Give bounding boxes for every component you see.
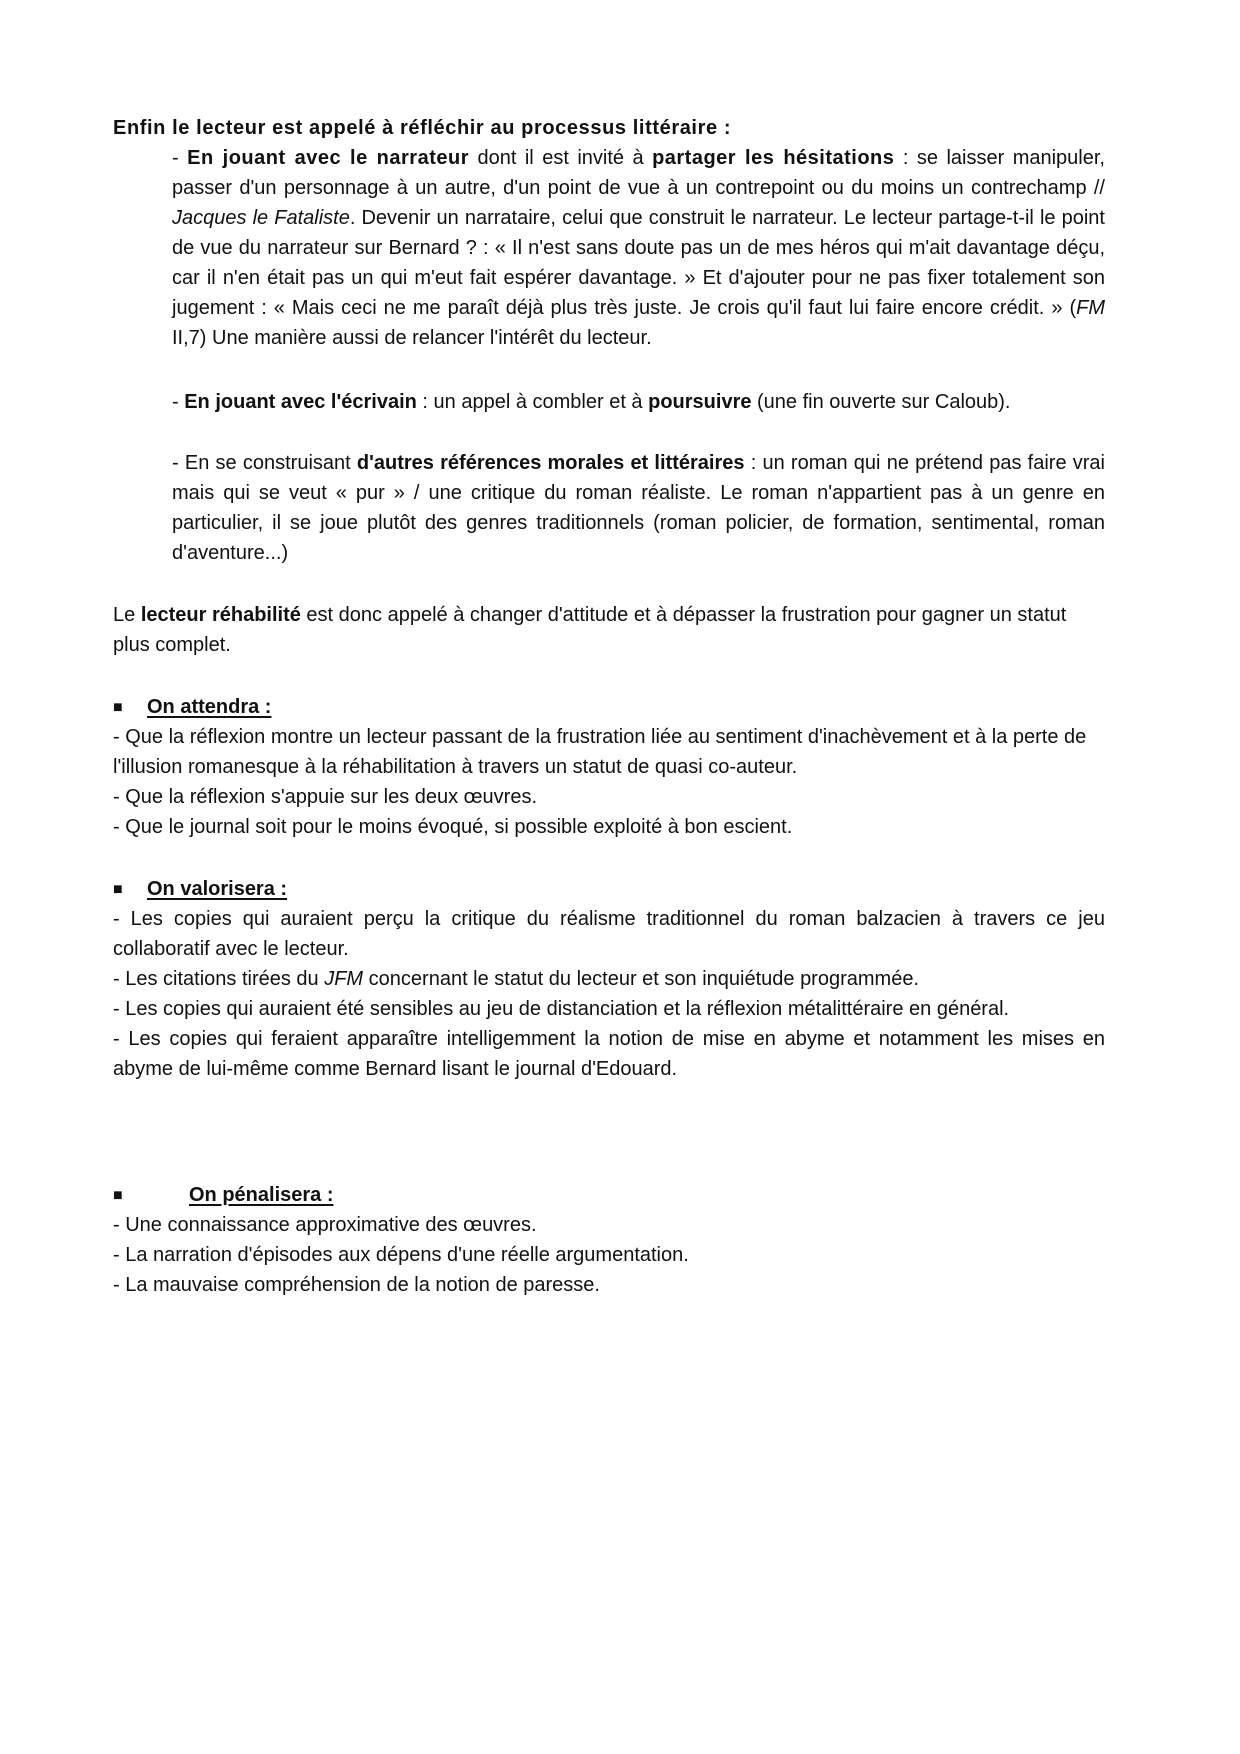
list-item: - La narration d'épisodes aux dépens d'une réelle argumentation. [113, 1244, 689, 1266]
paragraph-jouant-narrateur [172, 143, 1105, 353]
italic-title: Jacques le Fataliste [172, 207, 350, 229]
text: - En se construisant [172, 452, 357, 474]
paragraph-jouant-ecrivain [172, 387, 1105, 417]
heading-on-penalisera [113, 1180, 334, 1211]
text: Le [113, 604, 141, 626]
text: II,7) Une manière aussi de relancer l'intérêt du lecteur. [172, 327, 652, 349]
list-item: - Les copies qui auraient été sensibles au jeu de distanciation et la réflexion métalittéraire en général. [113, 998, 1010, 1020]
text: : un appel à combler et à [416, 391, 649, 413]
paragraph-references [172, 448, 1105, 568]
list-item: - Que le journal soit pour le moins évoqué, si possible exploité à bon escient. [113, 816, 793, 838]
list-item: - Une connaissance approximative des œuvres. [113, 1214, 537, 1236]
italic-abbrev: JFM [324, 968, 364, 990]
list-item: - Les copies qui auraient perçu la critique du réalisme traditionnel du roman balzacien à travers ce jeu collaboratif avec le lecteur. [113, 908, 1105, 960]
section-title: On valorisera : [147, 878, 288, 900]
bold-text: En jouant avec le narrateur [187, 147, 469, 169]
text: concernant le statut du lecteur et son inquiétude programmée. [363, 968, 919, 990]
text: . Devenir un narrataire, celui que construit le narrateur. Le lecteur partage-t-il le point de vue du narrateur sur Bernard ? : « Il n'est sans doute pas un de mes héros qui m'ait davantage déçu, car il n'en était pas un qui m'eut fait espérer davantage. » Et d'ajouter pour ne pas fixer totalement son jugement : « Mais ceci ne me paraît déjà plus très juste. Je crois qu'il faut lui faire encore crédit. » ( [172, 207, 1105, 319]
list-item: - Que la réflexion s'appuie sur les deux œuvres. [113, 786, 538, 808]
list-item [113, 964, 1105, 994]
section-title: On pénalisera : [189, 1184, 334, 1206]
text: - [172, 147, 188, 169]
list-on-valorisera [113, 904, 1105, 1084]
list-on-penalisera [113, 1210, 1105, 1300]
text: : se laisser manipuler, passer d'un personnage à un autre, d'un point de vue à un contrepoint ou du moins un contrechamp // [172, 147, 1105, 199]
text: - Les citations tirées du [113, 968, 325, 990]
list-item: - Que la réflexion montre un lecteur passant de la frustration liée au sentiment d'inachèvement et à la perte de l'illusion romanesque à la réhabilitation à travers un statut de quasi co-auteur. [113, 726, 1087, 778]
bold-text: partager les hésitations [652, 147, 895, 169]
heading-on-attendra [113, 692, 271, 723]
square-bullet-icon: ■ [113, 699, 123, 716]
bold-text: d'autres références morales et littéraires [356, 452, 745, 474]
heading-on-valorisera [113, 874, 287, 905]
section-heading: Enfin le lecteur est appelé à réfléchir au processus littéraire : [113, 117, 732, 139]
text: dont il est invité à [469, 147, 653, 169]
paragraph-conclusion [113, 600, 1105, 660]
bold-text: poursuivre [648, 391, 752, 413]
bold-text: lecteur réhabilité [140, 604, 301, 626]
text: est donc appelé à changer d'attitude et à dépasser la frustration pour gagner un statut plus complet. [113, 604, 1067, 656]
list-on-attendra [113, 722, 1105, 842]
text: (une fin ouverte sur Caloub). [751, 391, 1011, 413]
list-item: - La mauvaise compréhension de la notion de paresse. [113, 1274, 600, 1296]
italic-abbrev: FM [1076, 297, 1105, 319]
square-bullet-icon: ■ [113, 881, 123, 898]
list-item: - Les copies qui feraient apparaître intelligemment la notion de mise en abyme et notamment les mises en abyme de lui-même comme Bernard lisant le journal d'Edouard. [113, 1028, 1105, 1080]
square-bullet-icon: ■ [113, 1187, 123, 1204]
text: - [172, 391, 185, 413]
section-title: On attendra : [147, 696, 272, 718]
text: : un roman qui ne prétend pas faire vrai mais qui se veut « pur » / une critique du roman réaliste. Le roman n'appartient pas à un genre en particulier, il se joue plutôt des genres traditionnels (roman policier, de formation, sentimental, roman d'aventure...) [172, 452, 1105, 564]
bold-text: En jouant avec l'écrivain [184, 391, 417, 413]
